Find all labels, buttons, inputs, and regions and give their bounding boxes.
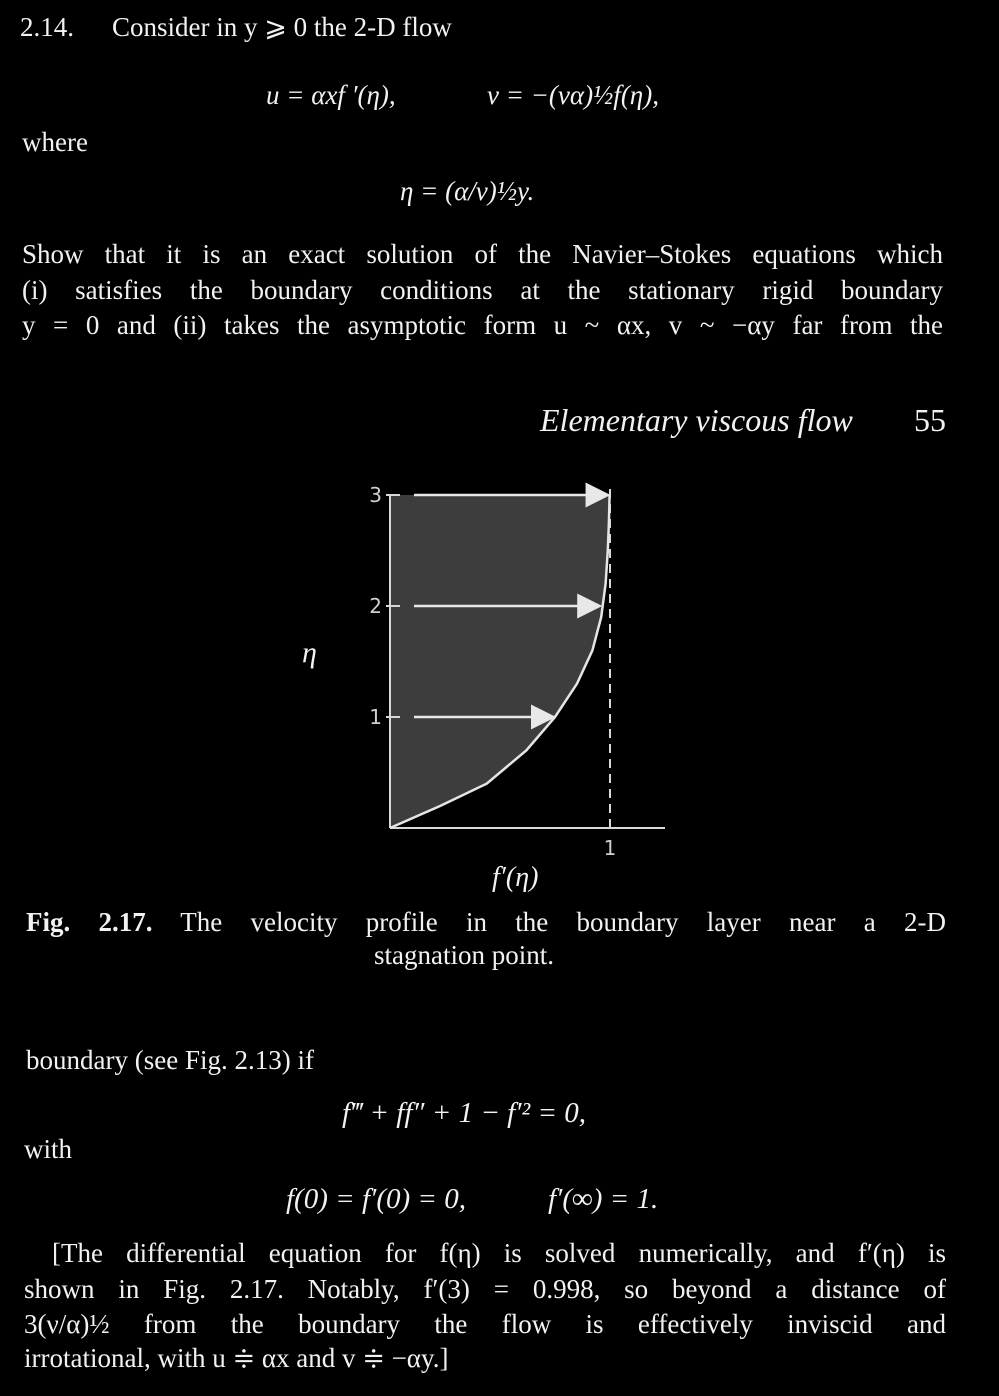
x-tick-label: 1 <box>603 836 617 860</box>
boundary-conditions-left: f(0) = f′(0) = 0, <box>286 1183 466 1215</box>
boundary-conditions-right: f′(∞) = 1. <box>548 1183 659 1215</box>
paragraph-line: y = 0 and (ii) takes the asymptotic form u ~ αx, v ~ −αy far from the <box>22 310 943 340</box>
paragraph-line: Show that it is an exact solution of the Navier–Stokes equations which <box>22 239 943 269</box>
y-tick-label: 2 <box>369 594 382 618</box>
figure-caption-line1 <box>26 904 946 940</box>
equation-eta: η = (α/ν)½y. <box>400 176 535 206</box>
running-header-title: Elementary viscous flow <box>540 402 853 438</box>
note-last-line: irrotational, with u ≑ αx and v ≑ −αy.] <box>24 1343 449 1373</box>
problem-number: 2.14. <box>20 12 74 42</box>
velocity-profile-chart <box>330 470 690 870</box>
with-label: with <box>24 1134 73 1164</box>
note-line: 3(ν/α)½ from the boundary the flow is effectively inviscid and <box>24 1309 946 1339</box>
equation-v: v = −(να)½f(η), <box>487 80 659 110</box>
continuation-text: boundary (see Fig. 2.13) if <box>26 1045 314 1075</box>
note-paragraph <box>24 1236 946 1343</box>
y-tick-label: 1 <box>369 705 382 729</box>
y-tick-label: 3 <box>369 483 382 507</box>
figure-label: Fig. 2.17. <box>26 907 153 937</box>
note-line: shown in Fig. 2.17. Notably, f′(3) = 0.998, so beyond a distance of <box>24 1273 946 1304</box>
equation-u: u = αxf ′(η), <box>266 80 396 110</box>
ode-equation: f‴ + ff″ + 1 − f′² = 0, <box>342 1097 587 1129</box>
x-axis-label: f′(η) <box>492 862 539 893</box>
caption-text: The velocity profile in the boundary layer near a 2-D <box>180 907 946 937</box>
figure-caption-line2: stagnation point. <box>374 940 554 970</box>
profile-fill <box>390 495 610 828</box>
page-number: 55 <box>914 402 946 438</box>
eta-axis-label: η <box>302 636 317 669</box>
note-line: [The differential equation for f(η) is solved numerically, and f′(η) is <box>52 1238 946 1268</box>
problem-paragraph <box>22 237 943 344</box>
problem-intro: Consider in y ⩾ 0 the 2-D flow <box>112 12 452 42</box>
paragraph-line: (i) satisfies the boundary conditions at the stationary rigid boundary <box>22 274 943 305</box>
where-label: where <box>22 127 88 157</box>
